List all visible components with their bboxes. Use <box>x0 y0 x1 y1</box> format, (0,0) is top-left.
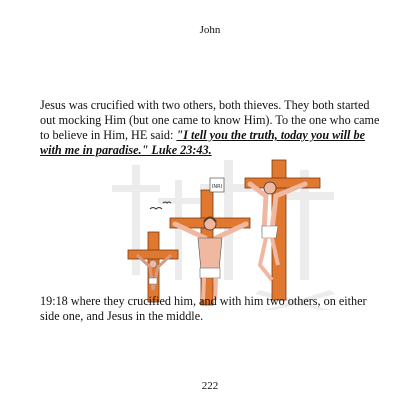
paragraph-crucifixion <box>40 98 385 158</box>
scripture-quote: "I tell you the truth, today you will be with me in paradise." Luke 23:43. <box>40 128 365 157</box>
page-number: 222 <box>201 380 219 392</box>
page-header: John <box>199 24 221 36</box>
crucifixion-illustration <box>0 140 420 310</box>
svg-text:INRI: INRI <box>211 184 223 190</box>
paragraph-text: Jesus was crucified with two others, both thieves. They both started out mocking Him (but one came to know Him). To the one who came to believe in Him, HE said: <box>40 98 380 142</box>
bird-icon <box>150 208 162 210</box>
paragraph-john-19-18: 19:18 where they crucified him, and with him two others, on either side one, and Jesus in the middle. <box>40 294 367 323</box>
